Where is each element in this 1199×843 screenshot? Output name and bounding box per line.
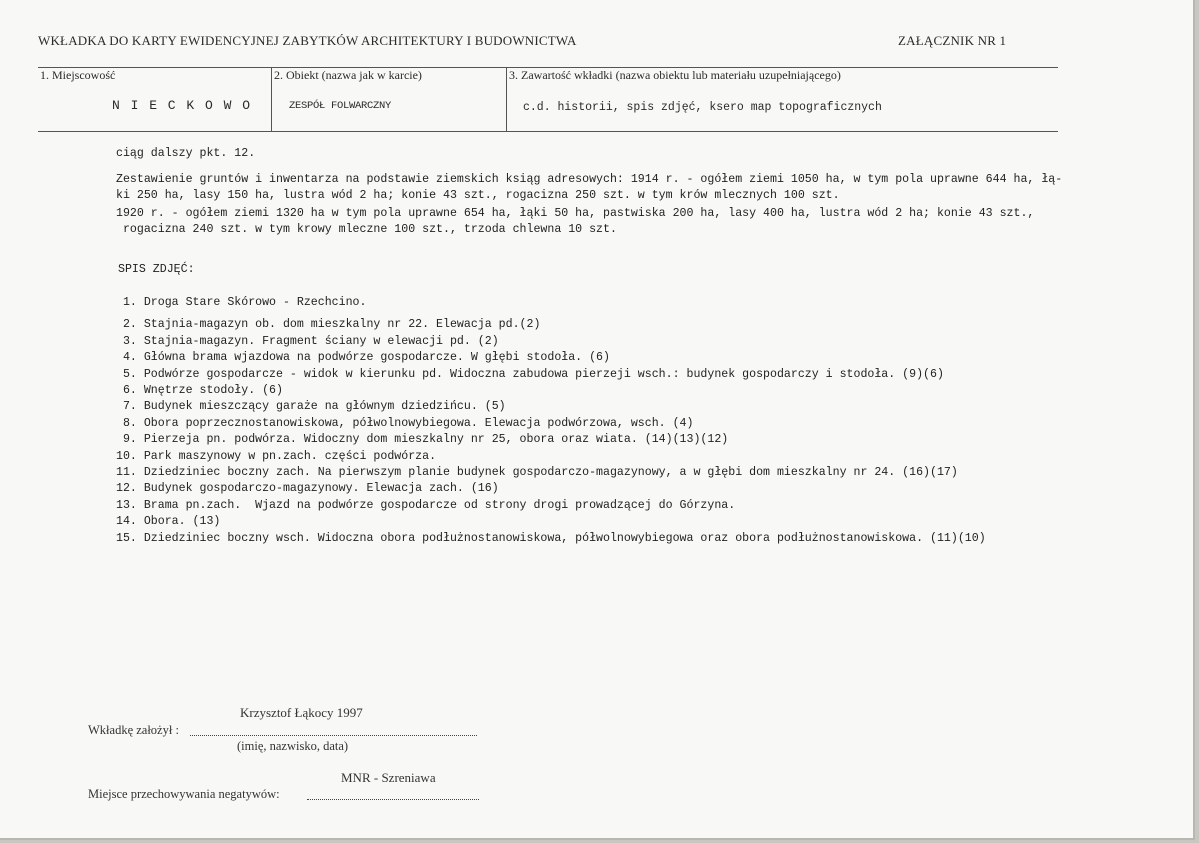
list-item: 3. Stajnia-magazyn. Fragment ściany w elewacji pd. (2) (116, 334, 499, 348)
object-value: ZESPÓŁ FOLWARCZNY (289, 100, 392, 112)
inventory-line-4: rogacizna 240 szt. w tym krowy mleczne 100 szt., trzoda chlewna 10 szt. (116, 223, 617, 236)
list-item: 11. Dziedziniec boczny zach. Na pierwszym planie budynek gospodarczo-magazynowy, a w głębi dom mieszkalny nr 24. (16)(17) (116, 466, 958, 480)
list-item: 7. Budynek mieszczący garaże na głównym dziedzińcu. (5) (116, 400, 506, 414)
continuation-note: ciąg dalszy pkt. 12. (116, 147, 256, 160)
list-item: 1. Droga Stare Skórowo - Rzechcino. (116, 296, 367, 309)
inventory-line-3: 1920 r. - ogółem ziemi 1320 ha w tym pola uprawne 654 ha, łąki 50 ha, pastwiska 200 ha, lasy 400 ha, lustra wód 2 ha; konie 43 szt., (116, 207, 1035, 220)
annex-number: ZAŁĄCZNIK NR 1 (898, 33, 1007, 48)
inventory-line-2: ki 250 ha, lasy 150 ha, lustra wód 2 ha; konie 43 szt., rogacizna 250 szt. w tym krów mlecznych 100 szt. (116, 189, 840, 202)
author-hint: (imię, nazwisko, data) (237, 739, 349, 753)
storage-dotted-line (307, 799, 479, 800)
author-label: Wkładkę założył : (88, 723, 179, 737)
list-item: 2. Stajnia-magazyn ob. dom mieszkalny nr 22. Elewacja pd.(2) (116, 318, 541, 332)
photo-list (116, 295, 986, 547)
column-divider-2 (506, 67, 507, 131)
list-item: 4. Główna brama wjazdowa na podwórze gospodarcze. W głębi stodoła. (6) (116, 351, 610, 365)
table-bottom-rule (38, 131, 1058, 132)
list-item: 6. Wnętrze stodoły. (6) (116, 384, 283, 398)
form-title: WKŁADKA DO KARTY EWIDENCYJNEJ ZABYTKÓW ARCHITEKTURY I BUDOWNICTWA (38, 33, 577, 48)
inventory-line-1: Zestawienie gruntów i inwentarza na podstawie ziemskich ksiąg adresowych: 1914 r. - ogółem ziemi 1050 ha, w tym pola uprawne 644 ha, łą- (116, 173, 1063, 186)
storage-value: MNR - Szreniawa (341, 770, 436, 785)
content-value: c.d. historii, spis zdjęć, ksero map topograficznych (523, 101, 882, 114)
list-item: 8. Obora poprzecznostanowiskowa, półwolnowybiegowa. Elewacja podwórzowa, wsch. (4) (116, 416, 694, 430)
list-item: 15. Dziedziniec boczny wsch. Widoczna obora podłużnostanowiskowa, półwolnowybiegowa oraz obora podłużnostanowiskowa. (11)(10) (116, 531, 986, 545)
column-divider-1 (271, 67, 272, 131)
author-dotted-line (190, 735, 477, 736)
content-label: 3. Zawartość wkładki (nazwa obiektu lub materiału uzupełniającego) (509, 68, 841, 82)
list-item: 12. Budynek gospodarczo-magazynowy. Elewacja zach. (16) (116, 482, 499, 496)
place-value: N I E C K O W O (112, 98, 252, 113)
photo-list-title: SPIS ZDJĘĆ: (118, 263, 195, 276)
object-label: 2. Obiekt (nazwa jak w karcie) (274, 68, 422, 82)
list-item: 5. Podwórze gospodarcze - widok w kierunku pd. Widoczna zabudowa pierzeji wsch.: budynek gospodarczy i stodoła. (9)(6) (116, 367, 944, 381)
list-item: 14. Obora. (13) (116, 515, 221, 529)
storage-label: Miejsce przechowywania negatywów: (88, 787, 280, 801)
list-item: 10. Park maszynowy w pn.zach. części podwórza. (116, 449, 437, 463)
list-item: 13. Brama pn.zach. Wjazd na podwórze gospodarcze od strony drogi prowadzącej do Górzyna. (116, 498, 736, 512)
list-item: 9. Pierzeja pn. podwórza. Widoczny dom mieszkalny nr 25, obora oraz wiata. (14)(13)(12) (116, 433, 729, 447)
place-label: 1. Miejscowość (40, 68, 116, 82)
author-value: Krzysztof Łąkocy 1997 (240, 705, 363, 720)
